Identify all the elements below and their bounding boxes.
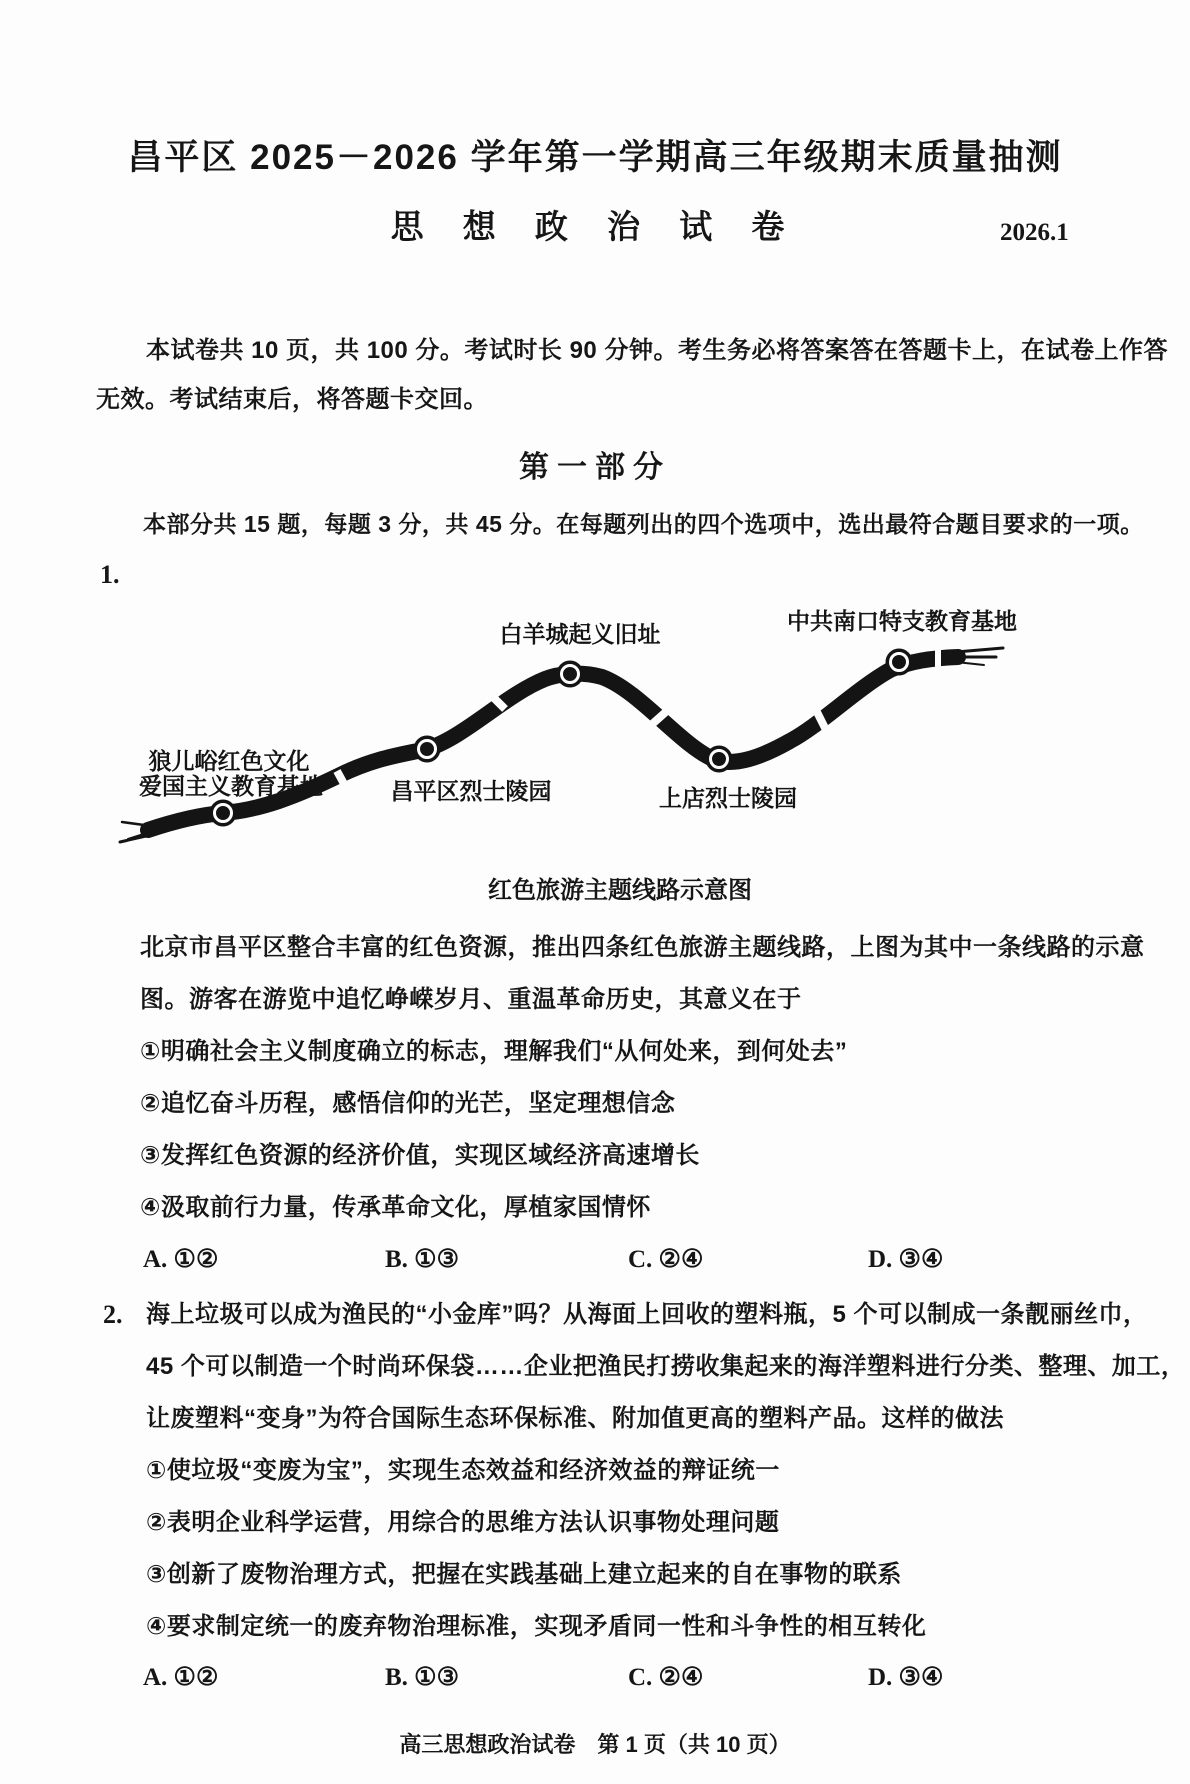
diagram-caption: 红色旅游主题线路示意图 <box>488 877 752 904</box>
question1-statement-1: ①明确社会主义制度确立的标志，理解我们“从何处来，到何处去” <box>140 1038 848 1065</box>
question2-line: 45 个可以制造一个时尚环保袋……企业把渔民打捞收集起来的海洋塑料进行分类、整理、加工， <box>146 1353 1186 1380</box>
question2-statement-3: ③创新了废物治理方式，把握在实践基础上建立起来的自在事物的联系 <box>146 1561 902 1588</box>
question1-option-b: B. ①③ <box>385 1246 459 1273</box>
question2-line: 让废塑料“变身”为符合国际生态环保标准、附加值更高的塑料产品。这样的做法 <box>146 1405 1004 1432</box>
part1-heading: 第一部分 <box>519 451 671 484</box>
question1-statement-3: ③发挥红色资源的经济价值，实现区域经济高速增长 <box>140 1142 700 1169</box>
instructions-line1: 本试卷共 10 页，共 100 分。考试时长 90 分钟。考生务必将答案答在答题卡上，在试卷上作答 <box>146 337 1168 364</box>
question1-option-c: C. ②④ <box>628 1246 704 1273</box>
stop-node-baiyang <box>557 661 584 688</box>
route-path <box>148 657 958 830</box>
question2-statement-2: ②表明企业科学运营，用综合的思维方法认识事物处理问题 <box>146 1509 780 1536</box>
stop-label-baiyang: 白羊城起义旧址 <box>499 621 661 647</box>
question1-statement-2: ②追忆奋斗历程，感悟信仰的光芒，坚定理想信念 <box>140 1090 676 1117</box>
question1-line: 图。游客在游览中追忆峥嵘岁月、重温革命历史，其意义在于 <box>140 986 802 1013</box>
stop-node-langeryu <box>210 800 237 827</box>
stop-label-nankou: 中共南口特支教育基地 <box>787 608 1017 634</box>
exam-date: 2026.1 <box>1000 219 1069 246</box>
stop-label-changping: 昌平区烈士陵园 <box>390 778 552 804</box>
question1-options <box>0 1244 1190 1278</box>
question2-option-a: A. ①② <box>143 1664 219 1691</box>
question2-option-c: C. ②④ <box>628 1664 704 1691</box>
question1-option-a: A. ①② <box>143 1246 219 1273</box>
question1-number: 1. <box>100 560 120 589</box>
exam-subtitle: 思 想 政 治 试 卷 <box>390 208 800 245</box>
part1-intro: 本部分共 15 题，每题 3 分，共 45 分。在每题列出的四个选项中，选出最符合题目要求的一项。 <box>143 511 1144 537</box>
question2-statement-1: ①使垃圾“变废为宝”，实现生态效益和经济效益的辩证统一 <box>146 1457 780 1484</box>
route-diagram <box>110 598 1070 848</box>
page-footer: 高三思想政治试卷 第 1 页（共 10 页） <box>399 1732 791 1757</box>
stop-node-shangdian <box>706 746 733 773</box>
question1-text <box>140 922 1145 1234</box>
stop-label-langeryu-line1: 狼儿峪红色文化 <box>148 748 310 774</box>
route-dash-gaps <box>337 646 938 793</box>
exam-title: 昌平区 2025－2026 学年第一学期高三年级期末质量抽测 <box>127 138 1063 177</box>
question1-statement-4: ④汲取前行力量，传承革命文化，厚植家国情怀 <box>140 1194 651 1221</box>
instructions-line2: 无效。考试结束后，将答题卡交回。 <box>96 386 488 413</box>
question2-statement-4: ④要求制定统一的废弃物治理标准，实现矛盾同一性和斗争性的相互转化 <box>146 1613 927 1640</box>
question1-option-d: D. ③④ <box>868 1246 944 1273</box>
stop-label-shangdian: 上店烈士陵园 <box>659 785 797 811</box>
stop-label-langeryu-line2: 爱国主义教育基地 <box>139 773 323 799</box>
question2-text <box>146 1289 1185 1653</box>
route-end-fray <box>956 648 1003 665</box>
question2-option-b: B. ①③ <box>385 1664 459 1691</box>
stop-node-changping <box>414 736 441 763</box>
stop-node-nankou <box>886 649 913 676</box>
question2-line: 海上垃圾可以成为渔民的“小金库”吗？从海面上回收的塑料瓶，5 个可以制成一条靓丽丝巾， <box>146 1301 1148 1328</box>
question2-option-d: D. ③④ <box>868 1664 944 1691</box>
question1-line: 北京市昌平区整合丰富的红色资源，推出四条红色旅游主题线路，上图为其中一条线路的示意 <box>140 934 1145 961</box>
question2-options <box>0 1662 1190 1696</box>
question2-number: 2. <box>103 1300 123 1329</box>
